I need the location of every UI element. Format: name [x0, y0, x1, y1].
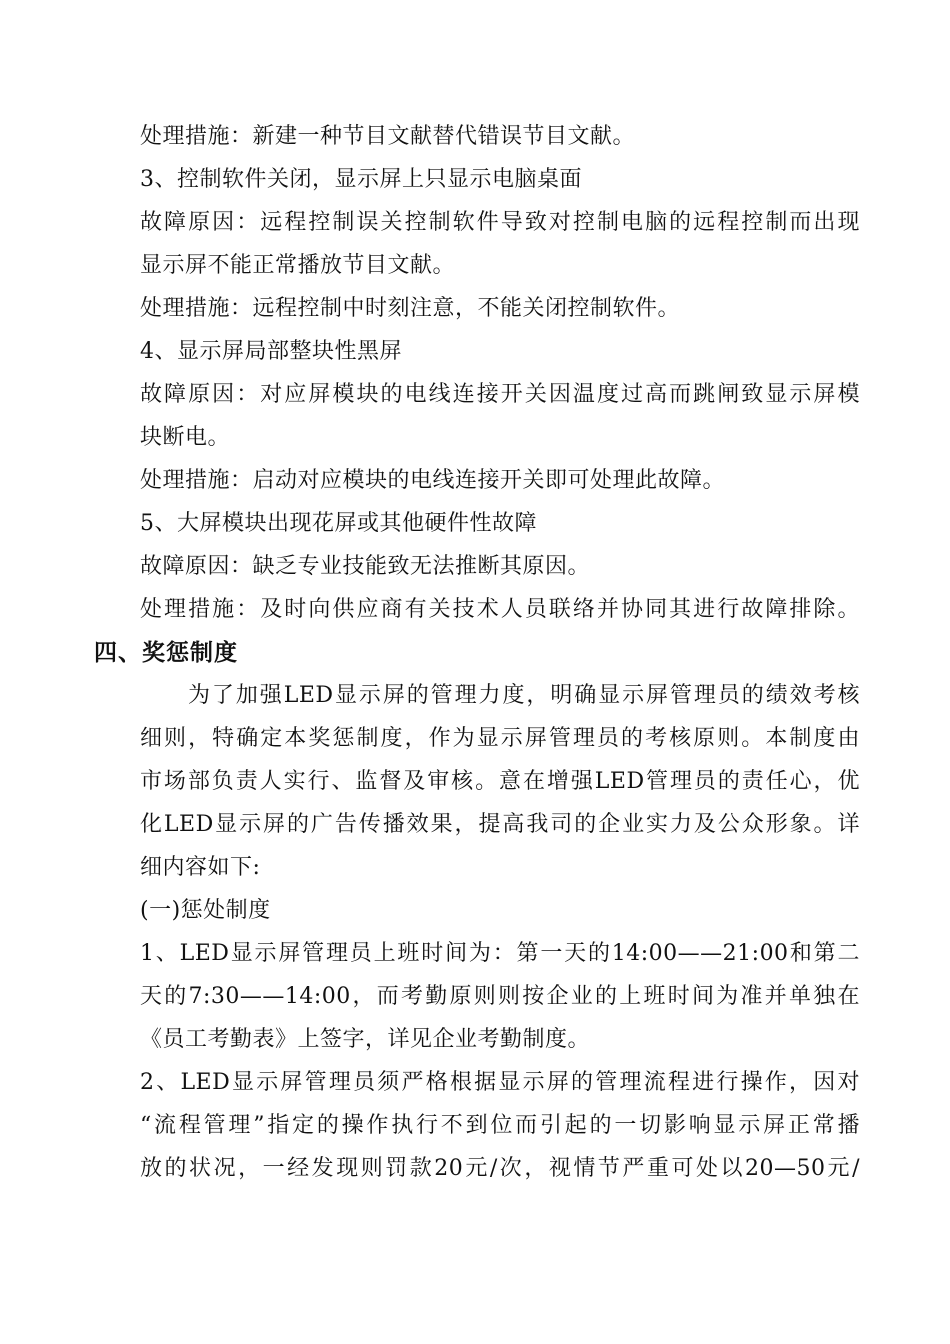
- text-line: 放的状况，一经发现则罚款20元/次，视情节严重可处以20—50元/: [140, 1156, 860, 1181]
- text-line: 处理措施：启动对应模块的电线连接开关即可处理此故障。: [140, 468, 726, 493]
- text-line: 为了加强LED显示屏的管理力度，明确显示屏管理员的绩效考核: [188, 683, 860, 708]
- text-line: 5、大屏模块出现花屏或其他硬件性故障: [140, 511, 537, 536]
- section-heading: 四、奖惩制度: [94, 639, 238, 666]
- text-line: 《员工考勤表》上签字，详见企业考勤制度。: [140, 1027, 591, 1052]
- text-line: “流程管理”指定的操作执行不到位而引起的一切影响显示屏正常播: [140, 1113, 860, 1138]
- text-line: 市场部负责人实行、监督及审核。意在增强LED管理员的责任心，优: [140, 769, 860, 794]
- text-line: 故障原因：远程控制误关控制软件导致对控制电脑的远程控制而出现: [140, 210, 860, 235]
- text-line: 故障原因：缺乏专业技能致无法推断其原因。: [140, 554, 591, 579]
- text-line: 块断电。: [140, 425, 231, 450]
- text-line: 3、控制软件关闭，显示屏上只显示电脑桌面: [140, 167, 582, 192]
- text-line: 故障原因：对应屏模块的电线连接开关因温度过高而跳闸致显示屏模: [140, 382, 860, 407]
- text-line: 4、显示屏局部整块性黑屏: [140, 339, 402, 364]
- subsection-heading: (一)惩处制度: [140, 898, 271, 923]
- text-line: 细则，特确定本奖惩制度，作为显示屏管理员的考核原则。本制度由: [140, 726, 860, 751]
- text-line: 显示屏不能正常播放节目文献。: [140, 253, 456, 278]
- text-line: 处理措施：及时向供应商有关技术人员联络并协同其进行故障排除。: [140, 597, 860, 622]
- text-line: 处理措施：远程控制中时刻注意，不能关闭控制软件。: [140, 296, 681, 321]
- text-line: 2、LED显示屏管理员须严格根据显示屏的管理流程进行操作，因对: [140, 1070, 860, 1095]
- text-line: 1、LED显示屏管理员上班时间为：第一天的14:00——21:00和第二: [140, 941, 860, 966]
- text-line: 处理措施：新建一种节目文献替代错误节目文献。: [140, 124, 636, 149]
- text-line: 天的7:30——14:00，而考勤原则则按企业的上班时间为准并单独在: [140, 984, 860, 1009]
- text-line: 细内容如下:: [140, 855, 261, 880]
- text-line: 化LED显示屏的广告传播效果，提高我司的企业实力及公众形象。详: [140, 812, 860, 837]
